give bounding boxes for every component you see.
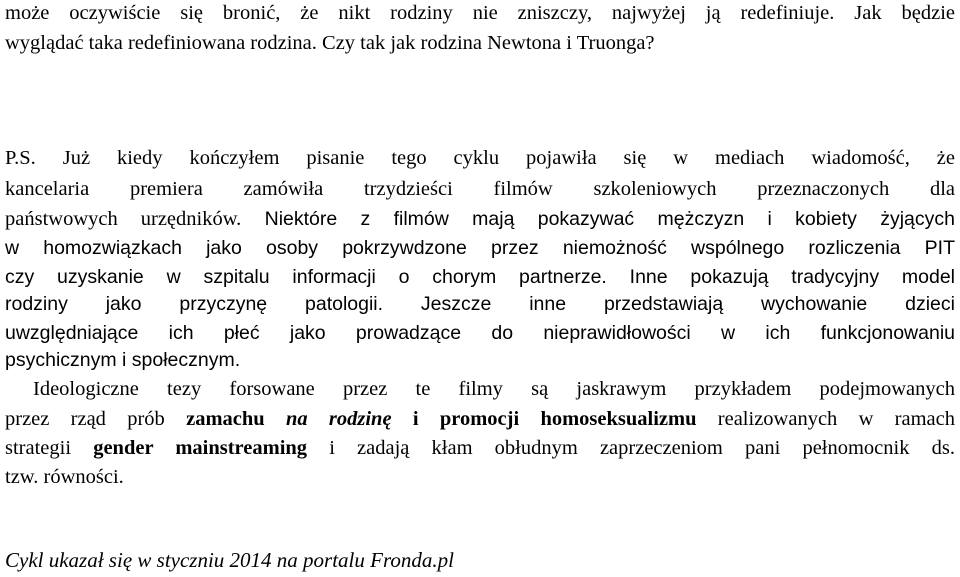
ideology-line-2-bold-2: i promocji homoseksualizmu bbox=[391, 408, 697, 430]
ideology-line-2-e: realizowanych w ramach bbox=[696, 408, 956, 430]
ideology-line-1: Ideologiczne tezy forsowane przez te filmy są jaskrawym przykładem podejmowanych bbox=[33, 378, 955, 400]
ps-line-3 bbox=[5, 204, 955, 234]
ps-line-4: w homozwiązkach jako osoby pokrzywdzone przez niemożność wspólnego rozliczenia PIT bbox=[5, 237, 955, 259]
ps-line-2: kancelaria premiera zamówiła trzydzieści filmów szkoleniowych przeznaczonych dla bbox=[5, 178, 955, 200]
ideology-line-2 bbox=[5, 404, 955, 434]
intro-line-1: może oczywiście się bronić, że nikt rodziny nie zniszczy, najwyżej ją redefiniuje. Jak będzie bbox=[5, 2, 955, 24]
ps-line-3-sans: Niektóre z filmów mają pokazywać mężczyzn i kobiety żyjących bbox=[241, 208, 955, 230]
ps-line-7: uwzględniające ich płeć jako prowadzące do nieprawidłowości w ich funkcjonowaniu bbox=[5, 322, 955, 344]
ideology-line-2-bold-italic: na rodzinę bbox=[285, 408, 392, 430]
ps-line-6-sans: rodziny jako przyczynę patologii. bbox=[5, 293, 384, 315]
ideology-line-4: tzw. równości. bbox=[5, 466, 124, 488]
ideology-line-2-a: przez rząd prób bbox=[5, 408, 187, 430]
ps-line-5-rest: Inne pokazują tradycyjny model bbox=[606, 266, 956, 288]
ideology-line-2-bold-1: zamachu bbox=[186, 408, 286, 430]
ps-line-8: psychicznym i społecznym. bbox=[5, 349, 241, 371]
ps-line-5 bbox=[5, 262, 955, 292]
ps-line-1: P.S. Już kiedy kończyłem pisanie tego cyklu pojawiła się w mediach wiadomość, że bbox=[5, 147, 955, 169]
ideology-line-3-bold: gender mainstreaming bbox=[93, 437, 308, 459]
ps-line-6 bbox=[5, 289, 955, 319]
intro-line-2: wyglądać taka redefiniowana rodzina. Czy tak jak rodzina Newtona i Truonga? bbox=[5, 32, 655, 54]
ps-line-5-sans: czy uzyskanie w szpitalu informacji o chorym partnerze. bbox=[5, 266, 607, 288]
ideology-line-3-c: i zadają kłam obłudnym zaprzeczeniom pani pełnomocnik ds. bbox=[307, 437, 955, 459]
ps-line-6-rest: Jeszcze inne przedstawiają wychowanie dzieci bbox=[383, 293, 955, 315]
ideology-line-3-a: strategii bbox=[5, 437, 94, 459]
ideology-line-3 bbox=[5, 433, 955, 463]
publication-note: Cykl ukazał się w styczniu 2014 na portalu Fronda.pl bbox=[5, 548, 454, 572]
ps-line-3-serif: państwowych urzędników. bbox=[5, 208, 242, 230]
